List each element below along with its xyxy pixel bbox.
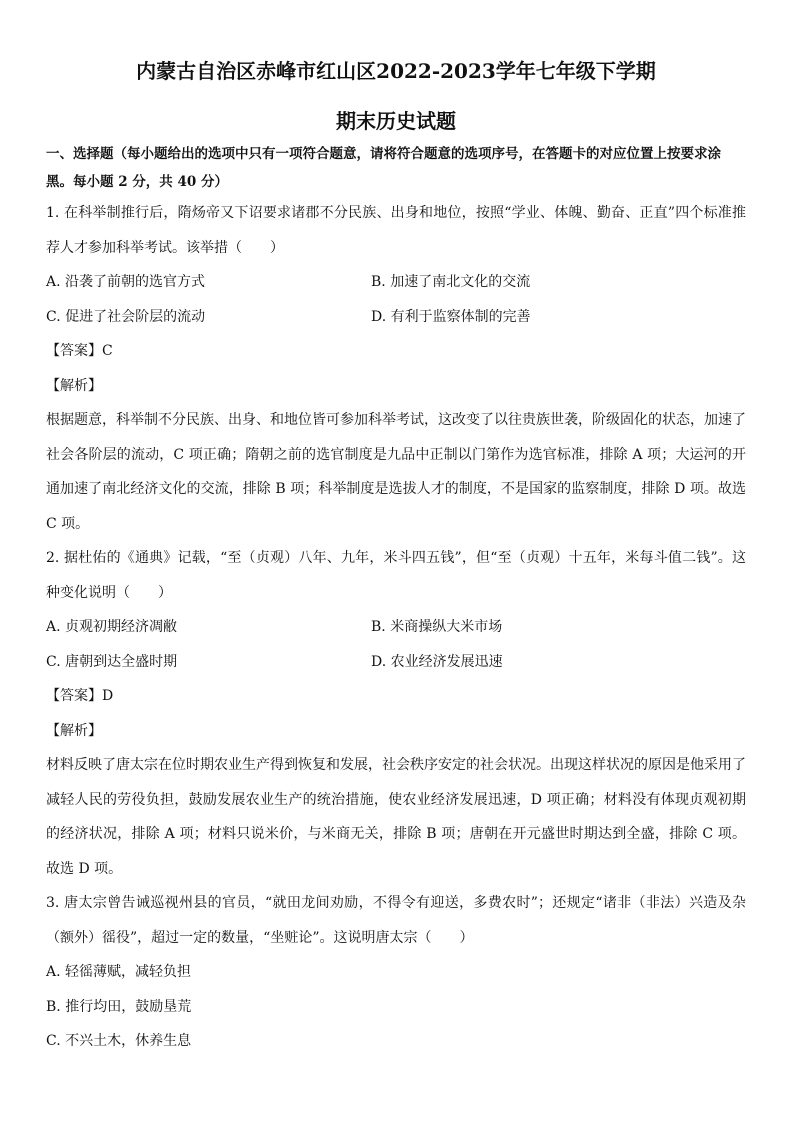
analysis-label: 【解析】 (46, 722, 102, 739)
page-subtitle: 期末历史试题 (336, 109, 456, 133)
question-stem: 1. 在科举制推行后，隋炀帝又下诏要求诸郡不分民族、出身和地位，按照“学业、体魄、勤奋、正直”四个标准推荐人才参加科举考试。该举措（ ） (46, 205, 746, 256)
question-stem: 2. 据杜佑的《通典》记载，“至（贞观）八年、九年，米斗四五钱”，但“至（贞观）十五年，米每斗值二钱”。这种变化说明（ ） (46, 550, 746, 601)
option-c[interactable]: C. 唐朝到达全盛时期 (46, 653, 178, 670)
question-1 (46, 196, 746, 541)
option-a[interactable]: A. 沿袭了前朝的选官方式 (46, 274, 206, 290)
analysis-label: 【解析】 (46, 377, 102, 394)
options (46, 955, 746, 1059)
option-d[interactable]: D. 农业经济发展迅速 (371, 653, 503, 670)
analysis-text: 材料反映了唐太宗在位时期农业生产得到恢复和发展，社会秩序安定的社会状况。出现这样状况的原因是他采用了减轻人民的劳役负担，鼓励发展农业生产的统治措施，使农业经济发展迅速，D 项正确；材料没有体现贞观初期的经济状况，排除 A 项；材料只说米价，与米商无关，排除 B 项；唐朝在开元盛世时期达到全盛，排除 C 项。故选 D 项。 (46, 757, 746, 877)
answer: 【答案】C (46, 343, 113, 359)
option-d[interactable]: D. 有利于监察体制的完善 (371, 308, 531, 325)
exam-page (46, 58, 746, 1059)
option-b[interactable]: B. 米商操纵大米市场 (371, 619, 503, 635)
options (46, 610, 746, 679)
answer: 【答案】D (46, 688, 114, 704)
option-c[interactable]: C. 不兴土木，休养生息 (46, 1033, 192, 1049)
option-a[interactable]: A. 轻徭薄赋，减轻负担 (46, 964, 192, 980)
question-3 (46, 886, 746, 1059)
option-b[interactable]: B. 加速了南北文化的交流 (371, 274, 531, 290)
question-2 (46, 541, 746, 886)
section-heading: 一、选择题（每小题给出的选项中只有一项符合题意，请将符合题意的选项序号，在答题卡的对应位置上按要求涂黑。每小题 2 分，共 40 分） (46, 146, 721, 190)
page-title: 内蒙古自治区赤峰市红山区2022-2023学年七年级下学期 (136, 59, 656, 83)
option-b[interactable]: B. 推行均田，鼓励垦荒 (46, 998, 192, 1015)
option-a[interactable]: A. 贞观初期经济凋敝 (46, 619, 178, 635)
analysis-text: 根据题意，科举制不分民族、出身、和地位皆可参加科举考试，这改变了以往贵族世袭，阶级固化的状态，加速了社会各阶层的流动，C 项正确；隋朝之前的选官制度是九品中正制以门第作为选官标准，排除 A 项；大运河的开通加速了南北经济文化的交流，排除 B 项；科举制度是选拔人才的制度，不是国家的监察制度，排除 D 项。故选 C 项。 (46, 412, 746, 532)
question-stem: 3. 唐太宗曾告诫巡视州县的官员，“就田龙间劝励，不得令有迎送，多费农时”；还规定“诸非（非法）兴造及杂（额外）徭役”，超过一定的数量，“坐赃论”。这说明唐太宗（ ） (46, 895, 746, 946)
options (46, 265, 746, 334)
option-c[interactable]: C. 促进了社会阶层的流动 (46, 308, 206, 325)
